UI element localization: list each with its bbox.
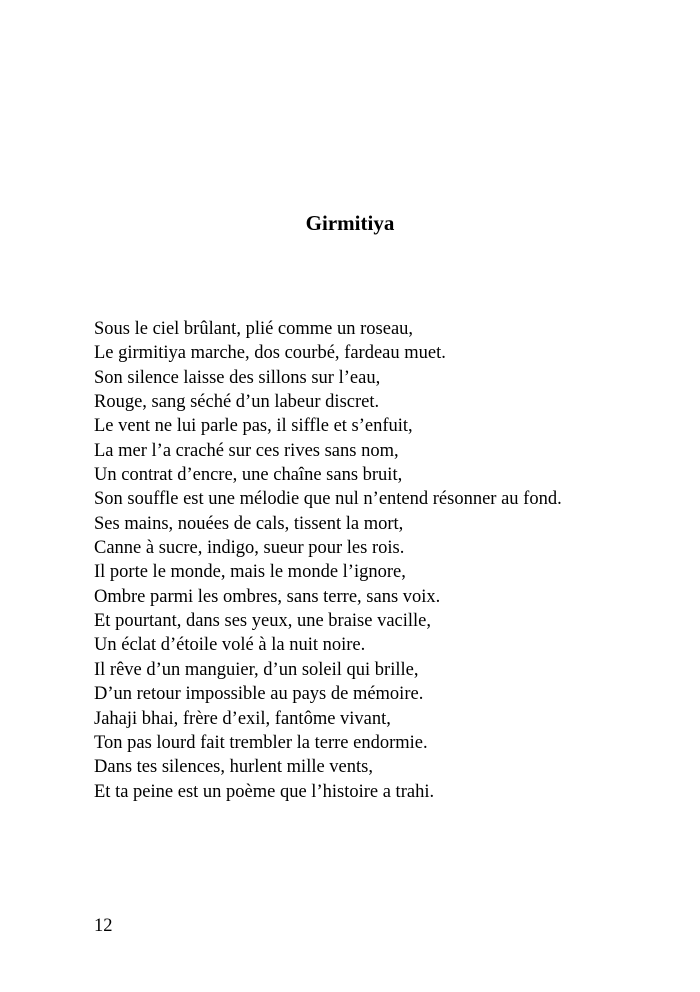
poem-line: Ses mains, nouées de cals, tissent la mort,: [94, 513, 404, 534]
poem-line: Un éclat d’étoile volé à la nuit noire.: [94, 635, 366, 656]
poem-line: D’un retour impossible au pays de mémoire.: [94, 684, 424, 705]
poem-line: Le vent ne lui parle pas, il siffle et s’enfuit,: [94, 416, 413, 437]
poem-line: Son silence laisse des sillons sur l’eau,: [94, 367, 381, 388]
poem-line: Jahaji bhai, frère d’exil, fantôme vivant,: [94, 708, 391, 729]
poem-line: Et pourtant, dans ses yeux, une braise vacille,: [94, 611, 432, 632]
poem-line: Dans tes silences, hurlent mille vents,: [94, 757, 373, 778]
poem-line: Canne à sucre, indigo, sueur pour les rois.: [94, 538, 405, 559]
poem-line: Ton pas lourd fait trembler la terre endormie.: [94, 732, 428, 753]
poem-line: Il porte le monde, mais le monde l’ignore,: [94, 562, 406, 583]
poem-line: Un contrat d’encre, une chaîne sans bruit,: [94, 465, 403, 486]
poem-line: La mer l’a craché sur ces rives sans nom,: [94, 440, 399, 461]
poem-line: Il rêve d’un manguier, d’un soleil qui brille,: [94, 659, 419, 680]
poem-line: Et ta peine est un poème que l’histoire a trahi.: [94, 781, 435, 802]
poem-line: Le girmitiya marche, dos courbé, fardeau muet.: [94, 343, 446, 364]
poem-title: Girmitiya: [305, 211, 395, 235]
poem-line: Son souffle est une mélodie que nul n’entend résonner au fond.: [94, 489, 562, 510]
poem-body: [94, 317, 694, 804]
page-number: 12: [94, 916, 113, 936]
poem-line: Sous le ciel brûlant, plié comme un roseau,: [94, 319, 414, 339]
poem-line: Rouge, sang séché d’un labeur discret.: [94, 392, 380, 413]
poem-line: Ombre parmi les ombres, sans terre, sans voix.: [94, 586, 441, 607]
